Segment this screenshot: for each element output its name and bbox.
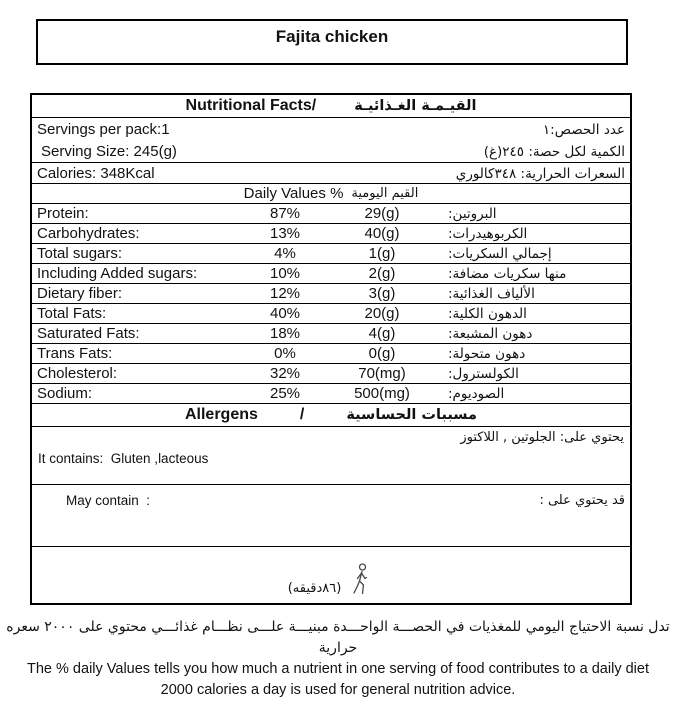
daily-values-ar: القيم اليومية xyxy=(351,186,419,201)
table-header-row xyxy=(32,95,630,118)
allergens-separator: / xyxy=(299,406,305,423)
header-title-ar: القيـمـة الغـذائيـة xyxy=(354,98,477,114)
nutrient-amount: 500(mg) xyxy=(354,385,410,402)
nutrient-label-en: Trans Fats: xyxy=(37,345,113,362)
walking-person-icon xyxy=(348,562,374,598)
nutrient-daily-percent: 40% xyxy=(269,305,301,322)
nutrient-label-ar: دهون المشبعة: xyxy=(448,325,533,342)
allergens-title-en: Allergens xyxy=(184,406,258,423)
may-contain-en: May contain : xyxy=(66,493,151,508)
nutrient-label-en: Including Added sugars: xyxy=(37,265,198,282)
servings-per-pack-en: Servings per pack:1 xyxy=(37,121,170,138)
nutrient-daily-percent: 18% xyxy=(269,325,301,342)
nutrient-daily-percent: 0% xyxy=(274,345,296,362)
nutrient-daily-percent: 12% xyxy=(269,285,301,302)
may-contain-ar: قد يحتوي على : xyxy=(539,493,625,508)
nutrient-row xyxy=(32,344,630,364)
may-contain-section xyxy=(32,485,630,547)
nutrient-row xyxy=(32,264,630,284)
calories-ar: السعرات الحرارية: ٣٤٨كالوري xyxy=(455,166,625,182)
nutrient-amount: 70(mg) xyxy=(358,365,406,382)
calories-row xyxy=(32,163,630,184)
nutrient-row xyxy=(32,224,630,244)
nutrient-daily-percent: 4% xyxy=(274,245,296,262)
nutrient-amount: 4(g) xyxy=(368,325,396,342)
contains-text-en: It contains: Gluten ,lacteous xyxy=(38,451,209,466)
contains-section xyxy=(32,427,630,485)
nutrient-label-ar: الكربوهيدرات: xyxy=(448,225,528,242)
footnote-en-line2: 2000 calories a day is used for general nutrition advice. xyxy=(160,682,516,698)
nutrient-row xyxy=(32,324,630,344)
nutrient-label-en: Cholesterol: xyxy=(37,365,118,382)
calories-en: Calories: 348Kcal xyxy=(37,165,155,182)
nutrient-label-ar: دهون متحولة: xyxy=(448,345,526,362)
nutrient-label-ar: منها سكريات مضافة: xyxy=(448,265,567,282)
nutrient-amount: 2(g) xyxy=(368,265,396,282)
nutrient-row xyxy=(32,304,630,324)
serving-size-en: Serving Size: 245(g) xyxy=(41,143,177,160)
footnote-ar: تدل نسبة الاحتياج اليومي للمغذيات في الحصـــة الواحـــدة مبنيـــة علـــى نظـــام غذائـــي محتوي على ٢٠٠٠ سعره حرارية xyxy=(6,619,670,656)
activity-equivalent-row xyxy=(32,547,630,603)
header-title-en: Nutritional Facts/ xyxy=(185,97,317,114)
nutrient-amount: 40(g) xyxy=(364,225,400,242)
nutrient-row xyxy=(32,364,630,384)
daily-values-header-row xyxy=(32,184,630,204)
nutrient-amount: 1(g) xyxy=(368,245,396,262)
nutrient-amount: 20(g) xyxy=(364,305,400,322)
nutrient-label-en: Carbohydrates: xyxy=(37,225,140,242)
nutrient-label-en: Dietary fiber: xyxy=(37,285,123,302)
nutrient-daily-percent: 32% xyxy=(269,365,301,382)
contains-text-ar: يحتوي على: الجلوتين , اللاكتوز xyxy=(460,430,624,445)
nutrient-label-en: Sodium: xyxy=(37,385,93,402)
nutrient-label-ar: الصوديوم: xyxy=(448,385,505,402)
nutrient-amount: 29(g) xyxy=(364,205,400,222)
nutrient-label-en: Protein: xyxy=(37,205,89,222)
nutrient-rows xyxy=(32,204,630,404)
activity-minutes: (٨٦دقيقه) xyxy=(287,581,342,596)
nutrient-row xyxy=(32,284,630,304)
nutrient-row xyxy=(32,244,630,264)
nutrient-daily-percent: 25% xyxy=(269,385,301,402)
servings-per-pack-ar: عدد الحصص:١ xyxy=(542,122,625,138)
nutrient-label-ar: إجمالي السكريات: xyxy=(448,245,552,262)
nutrient-daily-percent: 87% xyxy=(269,205,301,222)
allergens-header-row xyxy=(32,404,630,427)
nutrient-amount: 3(g) xyxy=(368,285,396,302)
daily-value-footnote xyxy=(0,617,676,701)
footnote-en-line1: The % daily Values tells you how much a nutrient in one serving of food contributes to a daily diet xyxy=(27,661,649,677)
nutrient-label-ar: البروتين: xyxy=(448,205,497,222)
nutrient-row xyxy=(32,204,630,224)
nutrient-label-en: Total sugars: xyxy=(37,245,123,262)
product-title-box xyxy=(36,19,628,65)
serving-size-ar: الكمية لكل حصة: ٢٤٥(غ) xyxy=(483,144,625,160)
nutrient-label-en: Total Fats: xyxy=(37,305,107,322)
allergens-title-ar: مسببات الحساسية xyxy=(346,407,478,423)
nutrient-amount: 0(g) xyxy=(368,345,396,362)
nutrient-label-ar: الدهون الكلية: xyxy=(448,305,527,322)
product-title: Fajita chicken xyxy=(275,27,389,46)
nutrient-label-en: Saturated Fats: xyxy=(37,325,140,342)
nutrient-row xyxy=(32,384,630,404)
nutrient-daily-percent: 10% xyxy=(269,265,301,282)
daily-values-en: Daily Values % xyxy=(243,185,344,202)
nutrition-facts-table xyxy=(30,93,632,605)
nutrient-label-ar: الكولسترول: xyxy=(448,365,519,382)
servings-row xyxy=(32,118,630,163)
nutrient-daily-percent: 13% xyxy=(269,225,301,242)
nutrient-label-ar: الألياف الغذائية: xyxy=(448,285,535,302)
